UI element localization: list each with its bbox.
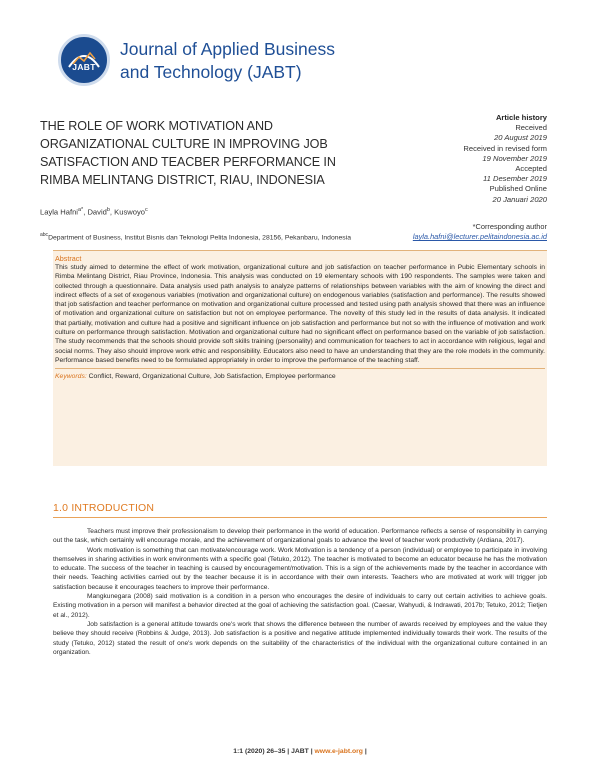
abstract-text: This study aimed to determine the effect of work motivation, organizational culture and job satisfaction on teacher performance in Pubic Elementary schools in Rimba Melintang District, Riau Province, Indonesia. This analysis was conducted on 19 elementary schools with 190 respondents. The samples were taken and collected through a questionnaire. Data analysis used path analysis to analyze patterns of relationships between variables with the aim of knowing the direct and indirect effects of a set of exogenous variables (motivation and organizational culture) on endogenous variables (satisfaction and performance). The results showed that job satisfaction and teacher performance on motivation and organizational culture processed and tested using path analysis showed that there was an influence of motivation and organizational culture on satisfaction but not on employee performance. The novelty of this study led in the results of data analysis. It indicated that partially, motivation and culture had a positive and significant influence on job satisfaction and performance but not so with the influence of motivation and work culture on performance through satisfaction. Motivation and organizational culture had no significant effect on performance based on the variable of job satisfaction. The study recommends that the schools should provide soft skills training (personality) and communication for teachers to act in accordance with religious, legal and social norms. They also should improve work ethic and responsibility. Educators also need to have an understanding that they are the role models in the community. Performance based benefits need to be formulated appropriately in order to improve the performance of the teaching staff. bbox=[55, 264, 545, 364]
author-sup: a* bbox=[78, 207, 84, 213]
author-name: David bbox=[87, 207, 107, 217]
corresponding-email-link[interactable]: layla.hafni@lecturer.pelitaindonesia.ac.id bbox=[412, 232, 547, 242]
footer-end: | bbox=[362, 748, 367, 755]
history-label: Received in revised form bbox=[463, 143, 547, 153]
footer-journal: JABT bbox=[291, 748, 309, 755]
affiliation-text: Department of Business, Institut Bisnis dan Teknologi Pelita Indonesia, 28156, Pekanbaru, Indonesia bbox=[48, 234, 351, 242]
section-divider bbox=[53, 517, 547, 518]
page-footer bbox=[0, 748, 600, 755]
author-name: Kuswoyo bbox=[114, 207, 145, 217]
author-name: Layla Hafni bbox=[40, 207, 78, 217]
author-sup: c bbox=[144, 207, 148, 213]
abstract-box bbox=[53, 250, 547, 466]
introduction-body bbox=[53, 527, 547, 657]
article-history bbox=[397, 113, 547, 205]
paragraph: Mangkunegara (2008) said motivation is a condition in a person who encourages the desire of individuals to carry out certain activities to achieve goals. Existing motivation in a person will manifest a behavior directed at the goal of achieving the satisfaction goal. (Caesar, Wahyudi, & Indrawati, 2017b; Tetuko, 2012; Tietjen et al., 2012). bbox=[53, 593, 547, 619]
corresponding-label: *Corresponding author bbox=[472, 222, 547, 231]
abstract-label: Abstract bbox=[55, 254, 82, 263]
history-label: Published Online bbox=[489, 184, 547, 194]
history-label: Received bbox=[515, 123, 547, 133]
paper-title: THE ROLE OF WORK MOTIVATION AND ORGANIZATIONAL CULTURE IN IMPROVING JOB SATISFACTION AND TEACBER PERFORMANCE IN RIMBA MELINTANG DISTRICT, RIAU, INDONESIA bbox=[40, 119, 336, 187]
keywords-label: Keywords: bbox=[55, 373, 87, 381]
corresponding-author bbox=[347, 222, 547, 243]
history-date: 20 August 2019 bbox=[494, 133, 547, 143]
footer-citation: 1:1 (2020) 26–35 | bbox=[233, 748, 292, 755]
affiliation-sup: abc bbox=[40, 232, 49, 238]
section-heading-introduction: 1.0 INTRODUCTION bbox=[53, 502, 155, 514]
journal-logo bbox=[58, 34, 110, 86]
abstract-divider bbox=[55, 368, 545, 369]
author-list: Layla Hafni$^{a*}$, David$^b$, Kuswoyo$^c$ bbox=[40, 207, 148, 217]
history-label: Accepted bbox=[515, 164, 547, 174]
keywords-text: Conflict, Reward, Organizational Culture, Job Satisfaction, Employee performance bbox=[88, 373, 336, 381]
footer-separator: | bbox=[308, 748, 315, 755]
journal-name bbox=[120, 38, 380, 84]
history-date: 11 Desember 2019 bbox=[482, 174, 547, 184]
history-date: 20 Januari 2020 bbox=[492, 194, 547, 204]
keywords bbox=[55, 372, 545, 382]
author-sup: b bbox=[106, 207, 110, 213]
logo-text: JABT bbox=[72, 62, 96, 72]
paragraph: Work motivation is something that can motivate/encourage work. Work Motivation is a tendency of a person (individual) or employee to participate in involving themselves in sharing activities in work environments with a specific goal (Tetuko, 2012). The teacher is motivated to become an educator because he has the motivation to educate. The success of the teacher in teaching is caused by encouragement/motivation. This is a sign of the achievements made by the teacher in accordance with their needs. Teaching activities carried out by the teacher because it is in accordance with their own interests. Teachers who are motivated at work will trigger job satisfaction because it encourages teachers to improve their performance. bbox=[53, 546, 547, 591]
journal-name-line2: and Technology (JABT) bbox=[120, 62, 302, 82]
paragraph: Teachers must improve their professionalism to develop their performance in the world of education. Performance reflects a sense of responsibility in carrying out the task, which certainly will encourage morale, and the achievement of organizational goals to advance the level of teacher work productivity (Ardiana, 2017). bbox=[53, 528, 547, 545]
article-history-title: Article history bbox=[495, 113, 547, 122]
history-date: 19 November 2019 bbox=[482, 153, 547, 163]
footer-url-link[interactable]: www.e-jabt.org bbox=[314, 748, 363, 755]
paragraph: Job satisfaction is a general attitude towards one's work that shows the difference between the number of awards received by employees and the value they believe they should receive (Robbins & Judge, 2013). Job satisfaction is a positive and negative attitude implemented individually towards their work. The results of the study (Tetuko, 2012) stated the result of one's work depends on the suitability of the characteristics of the individual with the organizational culture contained in an organization. bbox=[53, 620, 547, 656]
affiliation bbox=[40, 230, 370, 243]
journal-name-line1: Journal of Applied Business bbox=[120, 39, 335, 59]
